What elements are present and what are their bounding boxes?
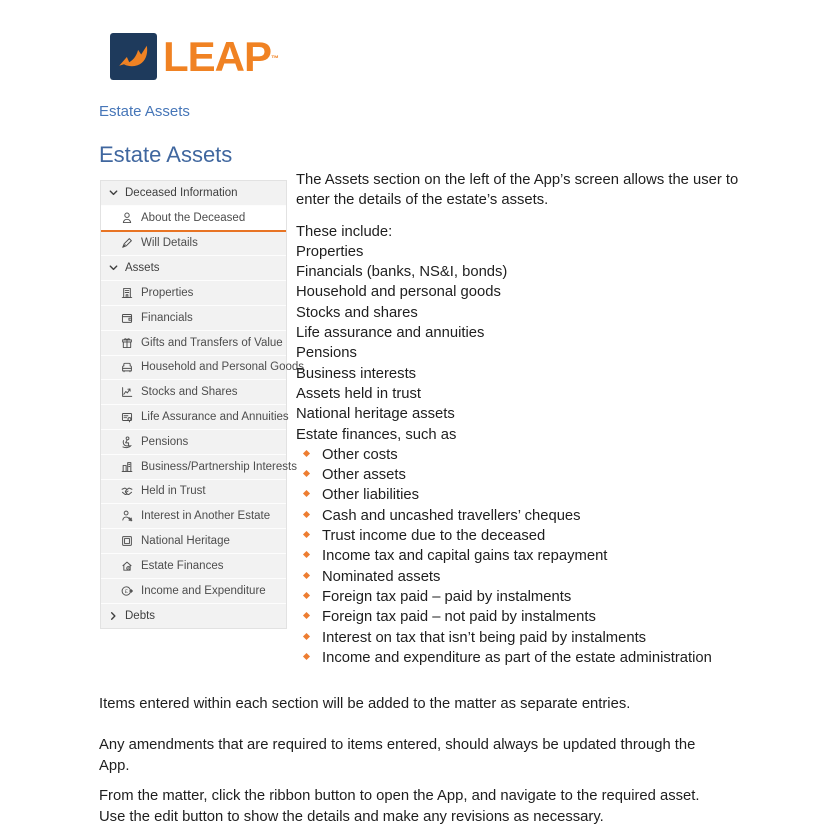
include-list-item: Stocks and shares [296,304,418,321]
sidebar-item-household-and-personal-goods[interactable] [101,356,305,381]
sidebar-item-held-in-trust[interactable] [101,480,286,505]
sidebar-item-income-and-expenditure[interactable] [101,579,286,604]
include-list-item: National heritage assets [296,406,455,423]
bullet-list-item: Nominated assets [296,567,744,587]
bullet-list-item: Income and expenditure as part of the estate administration [296,648,744,668]
sidebar-item-label: Interest in Another Estate [141,510,271,523]
pen-icon [120,236,134,250]
sidebar-item-label: Gifts and Transfers of Value [141,336,283,349]
include-list-item: Business interests [296,365,417,382]
page-title: Estate Assets [99,142,233,167]
sidebar-item-gifts-and-transfers-of-value[interactable] [101,331,286,356]
svg-text:£: £ [124,588,128,595]
handshake-icon [120,484,134,498]
include-list-item: Pensions [296,345,357,362]
sidebar-item-label: Business/Partnership Interests [141,460,297,473]
sidebar-item-label: Pensions [141,435,189,448]
sidebar-item-label: Assets [125,262,160,275]
pension-chair-icon [120,435,134,449]
picture-frame-icon [120,534,134,548]
sidebar-item-financials[interactable] [101,306,286,331]
bullet-list-item: Trust income due to the deceased [296,526,744,546]
sidebar-item-label: Estate Finances [141,559,224,572]
bullet-list-item: Other assets [296,465,744,485]
leap-kangaroo-icon [110,33,157,80]
sidebar-item-business-partnership-interests[interactable] [101,455,297,480]
certificate-icon [120,410,134,424]
sidebar-item-label: National Heritage [141,535,230,548]
sidebar-item-label: Debts [125,609,156,622]
sidebar-item-label: Held in Trust [141,485,206,498]
diamond-bullet-icon [303,572,310,579]
bullet-list-item: Other costs [296,445,744,465]
footer-paragraph-2: Any amendments that are required to items entered, should always be updated through the App. [99,737,696,774]
include-list-item: Financials (banks, NS&I, bonds) [296,264,508,281]
building-icon [120,286,134,300]
diamond-bullet-icon [303,592,310,599]
sidebar-item-pensions[interactable] [101,430,286,455]
sidebar-item-estate-finances[interactable] [101,554,286,579]
diamond-bullet-icon [303,632,310,639]
leap-logo [110,33,278,80]
sofa-icon [120,360,134,374]
sidebar-item-label: Deceased Information [125,186,238,199]
diamond-bullet-icon [303,450,310,457]
sidebar-item-properties[interactable] [101,281,286,306]
person-percent-icon [120,509,134,523]
sidebar-item-interest-in-another-estate[interactable] [101,504,286,529]
estate-finances-bullet-list [296,445,744,668]
include-list-item: Life assurance and annuities [296,325,485,342]
diamond-bullet-icon [303,612,310,619]
breadcrumb-estate-assets-link[interactable]: Estate Assets [99,103,190,120]
person-icon [120,211,134,225]
sidebar-item-national-heritage[interactable] [101,529,286,554]
sidebar-item-life-assurance-and-annuities[interactable] [101,405,289,430]
sidebar-item-will-details[interactable] [101,232,286,257]
content-column [296,170,744,668]
leap-wordmark: LEAP™ [163,33,279,80]
sidebar-item-label: Stocks and Shares [141,386,238,399]
sidebar-item-label: About the Deceased [141,211,246,224]
trademark-symbol: ™ [271,54,279,63]
pound-arrow-icon [120,584,134,598]
sidebar-item-about-the-deceased[interactable] [101,206,286,232]
gift-icon [120,336,134,350]
house-coin-icon [120,559,134,573]
bullet-list-item: Foreign tax paid – paid by instalments [296,587,744,607]
include-list [296,242,744,445]
diamond-bullet-icon [303,653,310,660]
include-list-item: Estate finances, such as [296,426,457,443]
sidebar-item-deceased-information[interactable] [101,181,286,206]
sidebar-item-assets[interactable] [101,256,286,281]
include-heading: These include: [296,223,393,240]
include-list-item: Properties [296,243,364,260]
footer-paragraph-1: Items entered within each section will be added to the matter as separate entries. [99,696,631,712]
bullet-list-item: Foreign tax paid – not paid by instalments [296,607,744,627]
intro-paragraph: The Assets section on the left of the App’s screen allows the user to enter the details of the estate’s assets. [296,172,739,209]
sidebar-item-debts[interactable] [101,604,286,629]
diamond-bullet-icon [303,511,310,518]
svg-text:£: £ [127,565,130,570]
diamond-bullet-icon [303,490,310,497]
include-list-item: Assets held in trust [296,385,422,402]
chart-icon [120,385,134,399]
sidebar-item-label: Life Assurance and Annuities [141,411,289,424]
bullet-list-item: Interest on tax that isn’t being paid by instalments [296,628,744,648]
assets-sidebar [100,180,305,629]
wallet-icon [120,311,134,325]
chevron-down-icon [108,263,119,274]
bullet-list-item: Other liabilities [296,485,744,505]
sidebar-item-stocks-and-shares[interactable] [101,380,286,405]
business-bars-icon [120,460,134,474]
footer-paragraph-3: From the matter, click the ribbon button to open the App, and navigate to the required asset. Use the edit button to show the details and make any revisions as necessary. [99,788,700,825]
chevron-right-icon [108,610,119,621]
chevron-down-icon [108,187,119,198]
diamond-bullet-icon [303,470,310,477]
sidebar-item-label: Properties [141,287,194,300]
diamond-bullet-icon [303,531,310,538]
sidebar-item-label: Household and Personal Goods [141,361,305,374]
bullet-list-item: Cash and uncashed travellers’ cheques [296,506,744,526]
sidebar-item-label: Financials [141,311,193,324]
diamond-bullet-icon [303,551,310,558]
sidebar-item-label: Income and Expenditure [141,584,266,597]
sidebar-item-label: Will Details [141,237,198,250]
include-list-item: Household and personal goods [296,284,501,301]
bullet-list-item: Income tax and capital gains tax repayment [296,546,744,566]
